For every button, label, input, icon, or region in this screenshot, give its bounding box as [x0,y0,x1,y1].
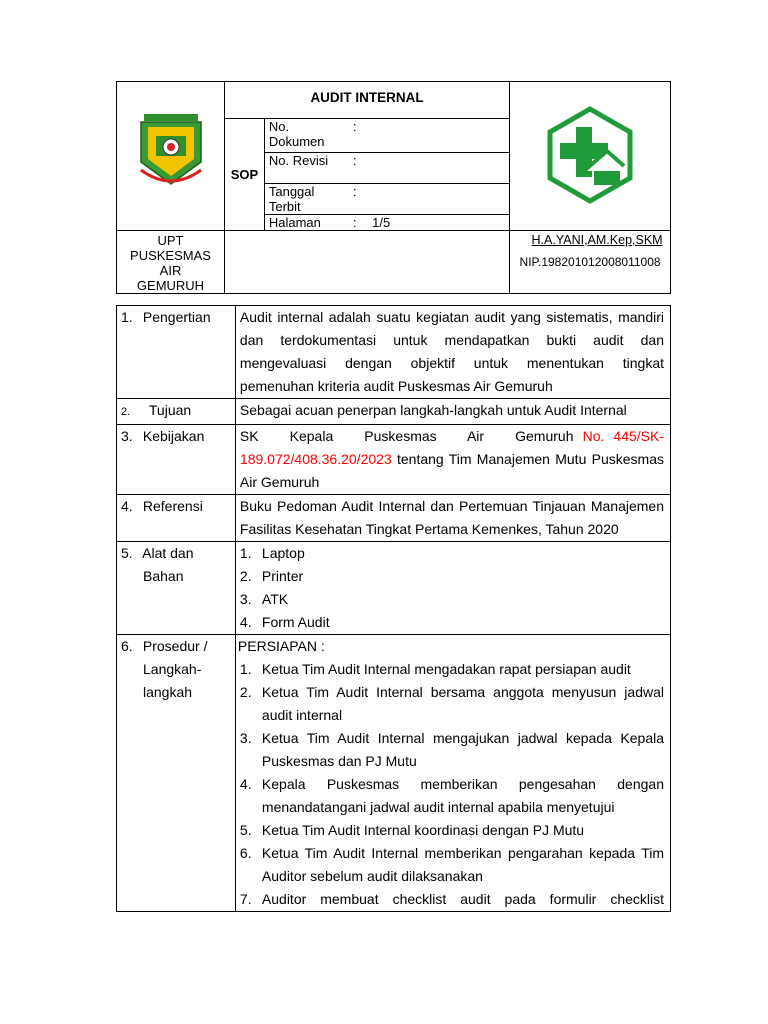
field-value: : [339,119,509,152]
field-label: No. Revisi [265,152,339,183]
doc-fields [265,119,509,230]
list-item: 1. Ketua Tim Audit Internal mengadakan rapat persiapan audit [239,661,631,677]
org-name: UPT PUSKESMAS AIR GEMURUH [130,233,211,293]
section-text: Buku Pedoman Audit Internal dan Pertemuan Tinjauan Manajemen Fasilitas Kesehatan Tingkat Pertama Kemenkes, Tahun 2020 [235,495,670,542]
row-pengertian: 1. Pengertian Audit internal adalah suatu kegiatan audit yang sistematis, mandiri dan terdokumentasi untuk mendapatkan bukti audit dan mengevaluasi dengan objektif untuk menentukan tingkat pemenuhan kriteria audit Puskesmas Air Gemuruh [117,306,671,399]
list-item: 2. Printer [239,568,304,584]
subheading: PERSIAPAN : [237,638,325,654]
signer-nip: NIP.198201012008011008 [519,255,661,269]
row-prosedur: 6. Prosedur / Langkah- langkah PERSIAPAN : 1. Ketua Tim Audit Internal mengadakan rapat persiapan audit 2. Ketua Tim Audit Internal bersama anggota menyusun jadwal audit internal 3. Ketua Tim Audit Internal mengajukan jadwal kepada Kepala Puskesmas dan PJ Mutu 4. Kepala Puskesmas memberikan pengesahan dengan menandatangani jadwal audit internal apabila menyetujui 5. Ketua Tim Audit Internal koordinasi dengan PJ Mutu 6. Ketua Tim Audit Internal memberikan pengarahan kepada Tim Auditor sebelum audit dilaksanakan 7. Auditor membuat checklist audit pada formulir checklist [117,635,671,912]
content-table [116,305,671,912]
section-label: Bahan [143,568,184,584]
list-item: 3. Ketua Tim Audit Internal mengajukan jadwal kepada Kepala Puskesmas dan PJ Mutu [239,730,664,769]
row-tujuan: 2. Tujuan Sebagai acuan penerpan langkah-langkah untuk Audit Internal [117,399,671,425]
section-label: Tujuan [148,402,192,418]
signer-cell [510,231,671,294]
list-item: 1. Laptop [239,545,305,561]
section-label: Langkah- [143,661,202,677]
section-list [235,542,670,635]
section-label: langkah [143,684,193,700]
district-logo [117,82,224,227]
row-referensi: 4. Referensi Buku Pedoman Audit Internal dan Pertemuan Tinjauan Manajemen Fasilitas Kesehatan Tingkat Pertama Kemenkes, Tahun 2020 [117,495,671,542]
org-cell [117,231,225,294]
list-item: 4. Form Audit [239,614,330,630]
field-value: : 1/5 [352,214,391,230]
empty-cell [225,231,510,294]
puskesmas-logo [540,105,640,205]
field-label: No. Dokumen [265,119,339,152]
row-kebijakan: 3. Kebijakan SK Kepala Puskesmas Air Gemuruh No. 445/SK-189.072/408.36.20/2023 tentang Tim Manajemen Mutu Puskesmas Air Gemuruh [117,425,671,495]
section-text: Audit internal adalah suatu kegiatan audit yang sistematis, mandiri dan terdokumentasi untuk mendapatkan bukti audit dan mengevaluasi dengan objektif untuk menentukan tingkat pemenuhan kriteria audit Puskesmas Air Gemuruh [235,306,670,399]
list-item: 5. Ketua Tim Audit Internal koordinasi dengan PJ Mutu [239,822,585,838]
sop-cell [225,119,265,231]
puskesmas-logo-cell [510,82,671,231]
field-value: : [339,152,509,183]
field-value: : [339,183,509,214]
list-item: 3. ATK [239,591,289,607]
district-logo-cell [117,82,225,231]
header-table [116,81,671,294]
section-label: Prosedur / [142,638,208,654]
field-label: Tanggal Terbit [265,183,339,214]
section-list [235,635,670,912]
list-item: 6. Ketua Tim Audit Internal memberikan pengarahan kepada Tim Auditor sebelum audit dilaksanakan [239,845,664,884]
section-label: Kebijakan [142,428,205,444]
signer-name: H.A.YANI,AM.Kep,SKM [531,233,663,247]
sop-label: SOP [230,167,259,182]
section-text: Sebagai acuan penerpan langkah-langkah untuk Audit Internal [235,399,670,425]
doc-fields-cell [264,119,509,231]
list-item: 2. Ketua Tim Audit Internal bersama anggota menyusun jadwal audit internal [239,684,664,723]
list-item: 7. Auditor membuat checklist audit pada formulir checklist [239,891,664,907]
section-label: Alat dan [142,545,194,561]
section-label: Pengertian [142,309,211,325]
section-label: Referensi [142,498,203,514]
section-text: SK Kepala Puskesmas Air Gemuruh No. 445/SK-189.072/408.36.20/2023 tentang Tim Manajemen Mutu Puskesmas Air Gemuruh [235,425,670,495]
field-label: Halaman [268,214,321,230]
list-item: 4. Kepala Puskesmas memberikan pengesahan dengan menandatangani jadwal audit internal apabila menyetujui [239,776,664,815]
row-alat: 5. Alat dan Bahan 1. Laptop 2. Printer 3. ATK 4. Form Audit [117,542,671,635]
document-title: AUDIT INTERNAL [310,90,424,105]
title-cell [225,82,510,119]
